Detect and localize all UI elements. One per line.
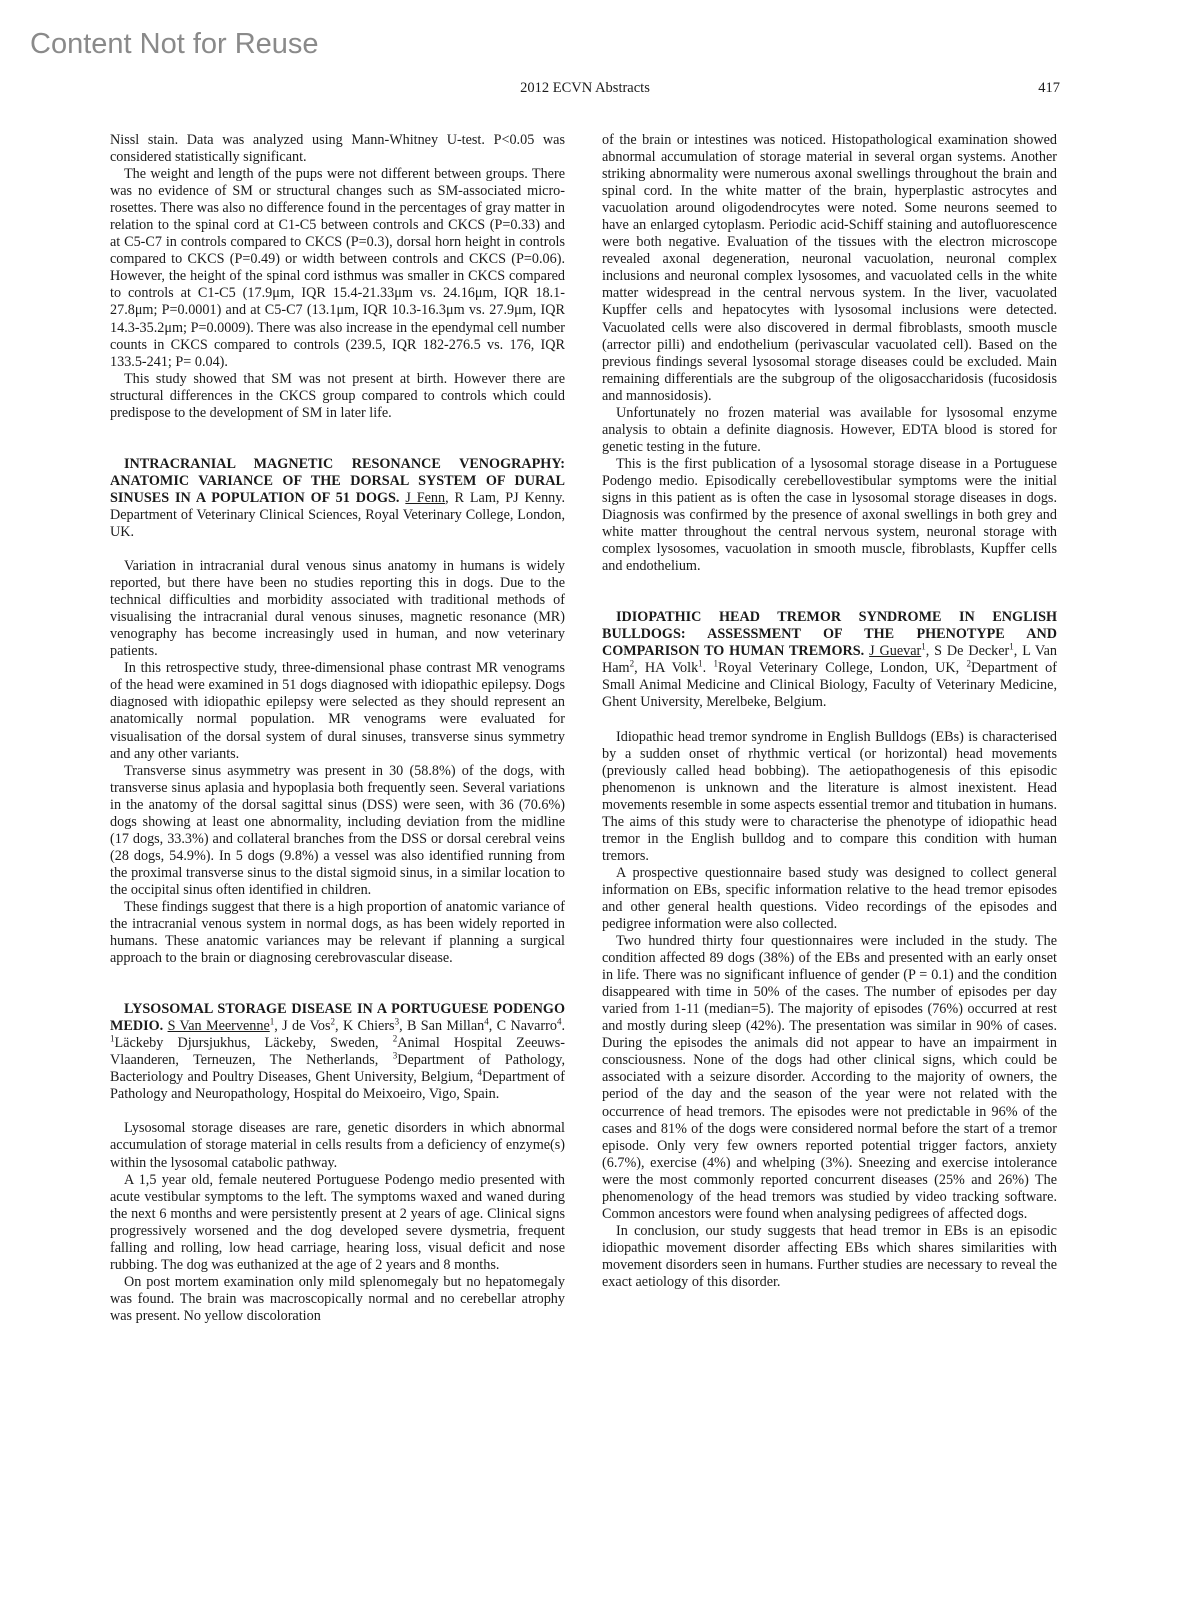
author-text: . <box>702 660 714 677</box>
paragraph: This is the first publication of a lysosomal storage disease in a Portuguese Podengo medio. Episodically cerebellovestibular symptoms were the initial signs in this patient as is often the case in lysosomal storage diseases in dogs. Diagnosis was confirmed by the presence of axonal swellings in both grey and white matter throughout the central nervous system, neuronal storage with complex lysosomes, vacuolation in smooth muscle, fibroblasts, Kupffer cells and endothelium. <box>602 455 1057 575</box>
affiliation-mark: 3 <box>394 1016 400 1027</box>
right-column <box>602 132 1057 1291</box>
affiliation-mark: 4 <box>556 1016 562 1027</box>
paragraph: In conclusion, our study suggests that head tremor in EBs is an episodic idiopathic movement disorder affecting EBs which shares similarities with movement disorders seen in humans. Further studies are necessary to reveal the exact aetiology of this disorder. <box>602 1222 1057 1290</box>
watermark: Content Not for Reuse <box>30 28 319 60</box>
affiliation-text: Department of Small Animal Medicine and Clinical Biology, Faculty of Veterinary Medicine, Ghent University, Merelbeke, Belgium. <box>602 660 1057 711</box>
affiliation-mark: 2 <box>629 658 635 669</box>
affiliation-text: Läckeby Djursjukhus, Läckeby, Sweden, <box>114 1035 393 1052</box>
paragraph: Variation in intracranial dural venous sinus anatomy in humans is widely reported, but there have been no studies reporting this in dogs. Due to the technical difficulties and morbidity associated with traditional methods of visualising the intracranial dural venous sinuses, magnetic resonance (MR) venography has become increasingly used in human, and now veterinary patients. <box>110 558 565 660</box>
abstract-heading-lysosomal <box>110 1001 565 1103</box>
affiliation-mark: 1 <box>713 658 718 669</box>
abstract-title: INTRACRANIAL MAGNETIC RESONANCE VENOGRAPHY: ANATOMIC VARIANCE OF THE DORSAL SYSTEM OF DURAL SINUSES IN A POPULATION OF 51 DOGS. <box>110 455 565 506</box>
running-head <box>110 80 1060 100</box>
affiliation-mark: 3 <box>392 1050 398 1061</box>
page-number: 417 <box>1038 80 1060 96</box>
author-text: , C Navarro <box>488 1018 557 1035</box>
author-list: , R Lam, PJ Kenny. Department of Veterinary Clinical Sciences, Royal Veterinary College, London, UK. <box>110 489 565 540</box>
paragraph: On post mortem examination only mild splenomegaly but no hepatomegaly was found. The brain was macroscopically normal and no cerebellar atrophy was present. No yellow discoloration <box>110 1273 565 1324</box>
affiliation-text: Department of Pathology, Bacteriology and Poultry Diseases, Ghent University, Belgium, <box>110 1052 566 1086</box>
affiliation-mark: 1 <box>269 1016 275 1027</box>
author-text: , HA Volk <box>634 660 699 677</box>
affiliation-text: Department of Pathology and Neuropathology, Hospital do Meixoeiro, Vigo, Spain. <box>110 1069 565 1103</box>
paragraph: These findings suggest that there is a high proportion of anatomic variance of the intracranial venous system in normal dogs, as has been widely reported in humans. These anatomic variances may be relevant if planning a surgical approach to the brain or diagnosing cerebrovascular disease. <box>110 898 565 967</box>
presenting-author: S Van Meervenne <box>167 1018 270 1035</box>
author-text: , B San Millan <box>399 1018 485 1035</box>
affiliation-mark: 1 <box>110 1033 115 1044</box>
paragraph: Transverse sinus asymmetry was present in 30 (58.8%) of the dogs, with transverse sinus aplasia and hypoplasia both frequently seen. Several variations in the anatomy of the dorsal sagittal sinus (DSS) were seen, with 36 (70.6%) dogs showing at least one abnormality, including deviation from the midline (17 dogs, 33.3%) and collateral branches from the DSS or dorsal cerebral veins (28 dogs, 54.9%). In 5 dogs (9.8%) a vessel was also identified running from the proximal transverse sinus to the distal sigmoid sinus, in a similar location to the occipital sinus often identified in children. <box>110 762 565 898</box>
affiliation-mark: 2 <box>330 1016 336 1027</box>
affiliation-mark: 2 <box>966 658 971 669</box>
author-text: , K Chiers <box>335 1018 395 1035</box>
paragraph: Two hundred thirty four questionnaires were included in the study. The condition affected 89 dogs (38%) of the EBs and presented with an early onset in life. There was no significant influence of gender (P = 0.1) and the condition disappeared with time in 50% of the cases. The number of episodes per day varied from 1-11 (median=5). The majority of episodes (76%) occurred at rest and mostly during sleep (42%). The presentation was similar in 90% of cases. During the episodes the animals did not appear to have an impairment in consciousness. None of the dogs had other clinical signs, which could be associated with a seizure disorder. According to the majority of owners, the period of the day and the season of the year were not related with the occurrence of head tremors. The episodes were not predictable in 96% of the cases and 81% of the dogs were considered normal before the start of a tremor episode. Only very few owners reported potential trigger factors, anxiety (6.7%), exercise (4%) and whelping (3%). Sneezing and exercise intolerance were the most commonly reported concurrent diseases (25% and 26%) The phenomenology of the head tremors was studied by video tracking software. Common ancestors were found when analysing pedigrees of affected dogs. <box>602 933 1057 1222</box>
author-text: , L Van Ham <box>602 643 1057 677</box>
abstract-heading-head-tremor <box>602 609 1057 711</box>
affiliation-mark: 1 <box>1009 641 1014 652</box>
paragraph: In this retrospective study, three-dimensional phase contrast MR venograms of the head were examined in 51 dogs diagnosed with idiopathic epilepsy. Dogs diagnosed with idiopathic epilepsy were selected as they should represent an anatomically normal population. MR venograms were evaluated for visualisation of the dorsal system of dural sinuses, transverse sinus symmetry and any other variants. <box>110 660 565 762</box>
paragraph: Lysosomal storage diseases are rare, genetic disorders in which abnormal accumulation of storage material in cells results from a deficiency of enzyme(s) within the lysosomal catabolic pathway. <box>110 1120 565 1171</box>
affiliation-text: Royal Veterinary College, London, UK, <box>717 660 967 677</box>
abstract-heading-venography <box>110 456 565 541</box>
paragraph: A prospective questionnaire based study was designed to collect general information on EBs, specific information relative to the head tremor episodes and other general health questions. Video recordings of the episodes and pedigree information were also collected. <box>602 864 1057 933</box>
paragraph: Idiopathic head tremor syndrome in English Bulldogs (EBs) is characterised by a sudden onset of rhythmic vertical (or horizontal) head movements (previously called head bobbing). The aetiopathogenesis of this episodic phenomenon is unknown and the literature is almost inexistent. Head movements resemble in some aspects essential tremor and titubation in humans. The aims of this study were to characterise the phenotype of idiopathic head tremor in the English bulldog and to compare this condition with human tremors. <box>602 728 1057 864</box>
paragraph: A 1,5 year old, female neutered Portuguese Podengo medio presented with acute vestibular symptoms to the left. The symptoms waxed and waned during the next 6 months and were persistently present at 2 years of age. Clinical signs progressively worsened and the dog developed severe dysmetria, frequent falling and rolling, low head carriage, hearing loss, visual deficit and nose rubbing. The dog was euthanized at the age of 2 years and 8 months. <box>110 1171 565 1273</box>
author-text: , J de Vos <box>274 1018 331 1035</box>
paragraph: The weight and length of the pups were not different between groups. There was no evidence of SM or structural changes such as SM-associated micro-rosettes. There was also no difference found in the percentages of gray matter in relation to the spinal cord at C1-C5 between controls and CKCS (P=0.33) and at C5-C7 in controls compared to CKCS (P=0.3), dorsal horn height in controls compared to CKCS (P=0.49) or width between controls and CKCS (P=0.06). However, the height of the spinal cord isthmus was smaller in CKCS compared to controls at C1-C5 (17.9μm, IQR 15.4-21.33μm vs. 24.16μm, IQR 18.1-27.8μm; P=0.0001) and at C5-C7 (13.1μm, IQR 10.3-16.3μm vs. 27.9μm, IQR 14.3-35.2μm; P=0.0009). There was also increase in the ependymal cell number counts in CKCS compared to controls (239.5, IQR 182-276.5 vs. 176, IQR 133.5-241; P= 0.04). <box>110 166 565 370</box>
paragraph: of the brain or intestines was noticed. Histopathological examination showed abnormal accumulation of storage material in several organ systems. Another striking abnormality were numerous axonal swellings throughout the brain and spinal cord. In the white matter of the brain, hyperplastic astrocytes and vacuolation around oligodendrocytes were noted. Some neurons seemed to have an enlarged cytoplasm. Periodic acid-Schiff staining and autofluorescence were both negative. Evaluation of the tissues with the electron microscope revealed axonal degeneration, neuronal vacuolation, neuronal complex inclusions and neuronal complex lysosomes, and vacuolated cells in the white matter widespread in the central nervous system. In the liver, vacuolated Kupffer cells and hepatocytes with lysosomal inclusions were detected. Vacuolated cells were also discovered in dermal fibroblasts, smooth muscle (arrector pilli) and endothelium (perivascular vacuolated cell). Based on the previous findings several lysosomal storage diseases could be excluded. Main remaining differentials are the subgroup of the oligosaccharidosis (fucosidosis and mannosidosis). <box>602 132 1057 404</box>
affiliation-mark: 1 <box>921 641 926 652</box>
presenting-author: J Fenn <box>405 489 446 506</box>
affiliation-text: Animal Hospital Zeeuws-Vlaanderen, Terneuzen, The Netherlands, <box>110 1035 565 1069</box>
abstract-title: IDIOPATHIC HEAD TREMOR SYNDROME IN ENGLISH BULLDOGS: ASSESSMENT OF THE PHENOTYPE AND COMPARISON TO HUMAN TREMORS. <box>602 609 1057 660</box>
presenting-author: J Guevar <box>869 643 922 660</box>
paragraph: Nissl stain. Data was analyzed using Mann-Whitney U-test. P<0.05 was considered statistically significant. <box>110 132 565 166</box>
affiliation-mark: 1 <box>698 658 703 669</box>
paragraph: This study showed that SM was not present at birth. However there are structural differences in the CKCS group compared to controls which could predispose to the development of SM in later life. <box>110 370 565 421</box>
left-column <box>110 132 565 1325</box>
abstract-title: LYSOSOMAL STORAGE DISEASE IN A PORTUGUESE PODENGO MEDIO. <box>110 1001 565 1035</box>
author-text: , S De Decker <box>925 643 1010 660</box>
journal-title: 2012 ECVN Abstracts <box>520 80 650 96</box>
paragraph: Unfortunately no frozen material was available for lysosomal enzyme analysis to obtain a definite diagnosis. However, EDTA blood is stored for genetic testing in the future. <box>602 404 1057 455</box>
affiliation-mark: 4 <box>477 1067 483 1078</box>
author-text: . <box>561 1018 565 1035</box>
affiliation-mark: 4 <box>484 1016 489 1027</box>
affiliation-mark: 2 <box>392 1033 398 1044</box>
